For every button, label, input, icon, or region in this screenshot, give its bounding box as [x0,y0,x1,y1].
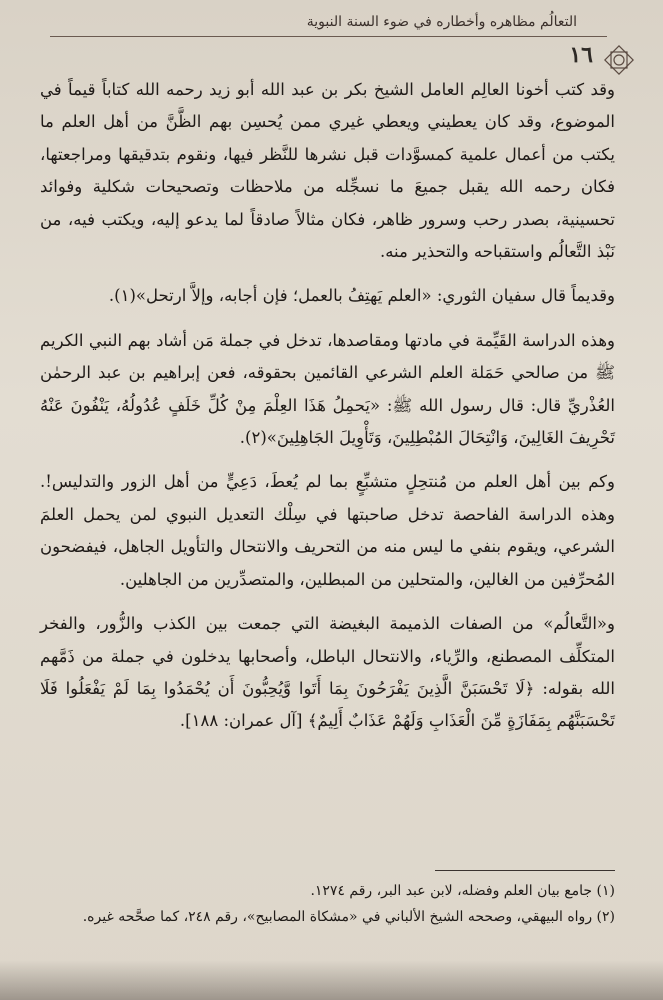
paragraph-5: و«التَّعالُم» من الصفات الذميمة البغيضة التي جمعت بين الكذب والزُّور، والفخر المتكلِّف المصطنع، والرِّياء، والانتحال الباطل، وأصحابها يدخلون في جملة من ذَمَّهم الله بقوله: ﴿لَا تَحْسَبَنَّ الَّذِينَ يَفْرَحُونَ بِمَا أَتَوا وَّيُحِبُّونَ أَن يُحْمَدُوا بِمَا لَمْ يَفْعَلُوا فَلَا تَحْسَبَنَّهُم بِمَفَازَةٍ مِّنَ الْعَذَابِ وَلَهُمْ عَذَابٌ أَلِيمٌ﴾ [آل عمران: ١٨٨]. [40,614,615,731]
paragraph-2: وقديماً قال سفيان الثوري: «العلم يَهتِفُ بالعمل؛ فإن أجابه، وإلاَّ ارتحل»(١). [108,286,615,306]
paragraph-1: وقد كتب أخونا العالِم العامل الشيخ بكر بن عبد الله أبو زيد رحمه الله كتاباً قيماً في الموضوع، وقد كان يعطيني ويعطي غيري ممن يُحسِن بهم الظَّنَّ من أهل العلم ما يكتب من أعمال علمية كمسوَّدات قبل نشرها للنَّظر فيها، ونقوم بتدقيقها ومراجعتها، فكان رحمه الله يقبل جميعَ ما نسجِّله من ملاحظات وتصحيحات شكلية وفوائد تحسينية، بصدر رحب وسرور ظاهر، فكان مثالاً صادقاً لما يدعو إليه، ويكتب فيه، من نَبْذ التَّعالُم واستقباحه والتحذير منه. [40,80,615,262]
paragraph-4: وكم بين أهل العلم من مُنتحِلٍ متشبِّعٍ بما لم يُعطَ، دَعِيٍّ من أهل الزور والتدليس!. وهذه الدراسة الفاحصة تدخل صاحبتها في سِلْك التعديل النبوي لمن يحمل العلمَ الشرعي، ويقوم بنفي ما ليس منه من التحريف والانتحال والتأويل الجاهل، فيفضحون المُحرِّفين من الغالين، والمتحلين من المبطلين، والمتصدِّرين من الجاهلين. [40,472,615,589]
running-title: التعالُم مظاهره وأخطاره في ضوء السنة النبوية [306,14,577,30]
footnotes [30,878,615,930]
page-header [0,0,663,68]
body-text [40,74,615,750]
footnote-1: (١) جامع بيان العلم وفضله، لابن عبد البر، رقم ١٢٧٤. [310,883,615,899]
page-shadow [0,960,663,1000]
paragraph-3: وهذه الدراسة القَيِّمة في مادتها ومقاصدها، تدخل في جملة مَن أشاد بهم النبي الكريم ﷺ من صالحي حَمَلة العلم الشرعي القائمين بحقوقه، فعن إبراهيم بن عبد الرحمٰن العُذْريِّ قال: قال رسول الله ﷺ: «يَحمِلُ هَذَا العِلْمَ مِنْ كُلِّ خَلَفٍ عُدُولُهُ، يَنْفُونَ عَنْهُ تَحْرِيفَ الغَالِينَ، وَانْتِحَالَ المُبْطِلِينَ، وَتَأْوِيلَ الجَاهِلِينَ»(٢). [40,330,615,448]
footnote-rule [435,870,615,871]
page-number: ١٦ [569,42,593,68]
footnote-2: (٢) رواه البيهقي، وصححه الشيخ الألباني في «مشكاة المصابيح»، رقم ٢٤٨، كما صحَّحه غيره. [82,909,615,925]
header-rule [50,36,607,37]
